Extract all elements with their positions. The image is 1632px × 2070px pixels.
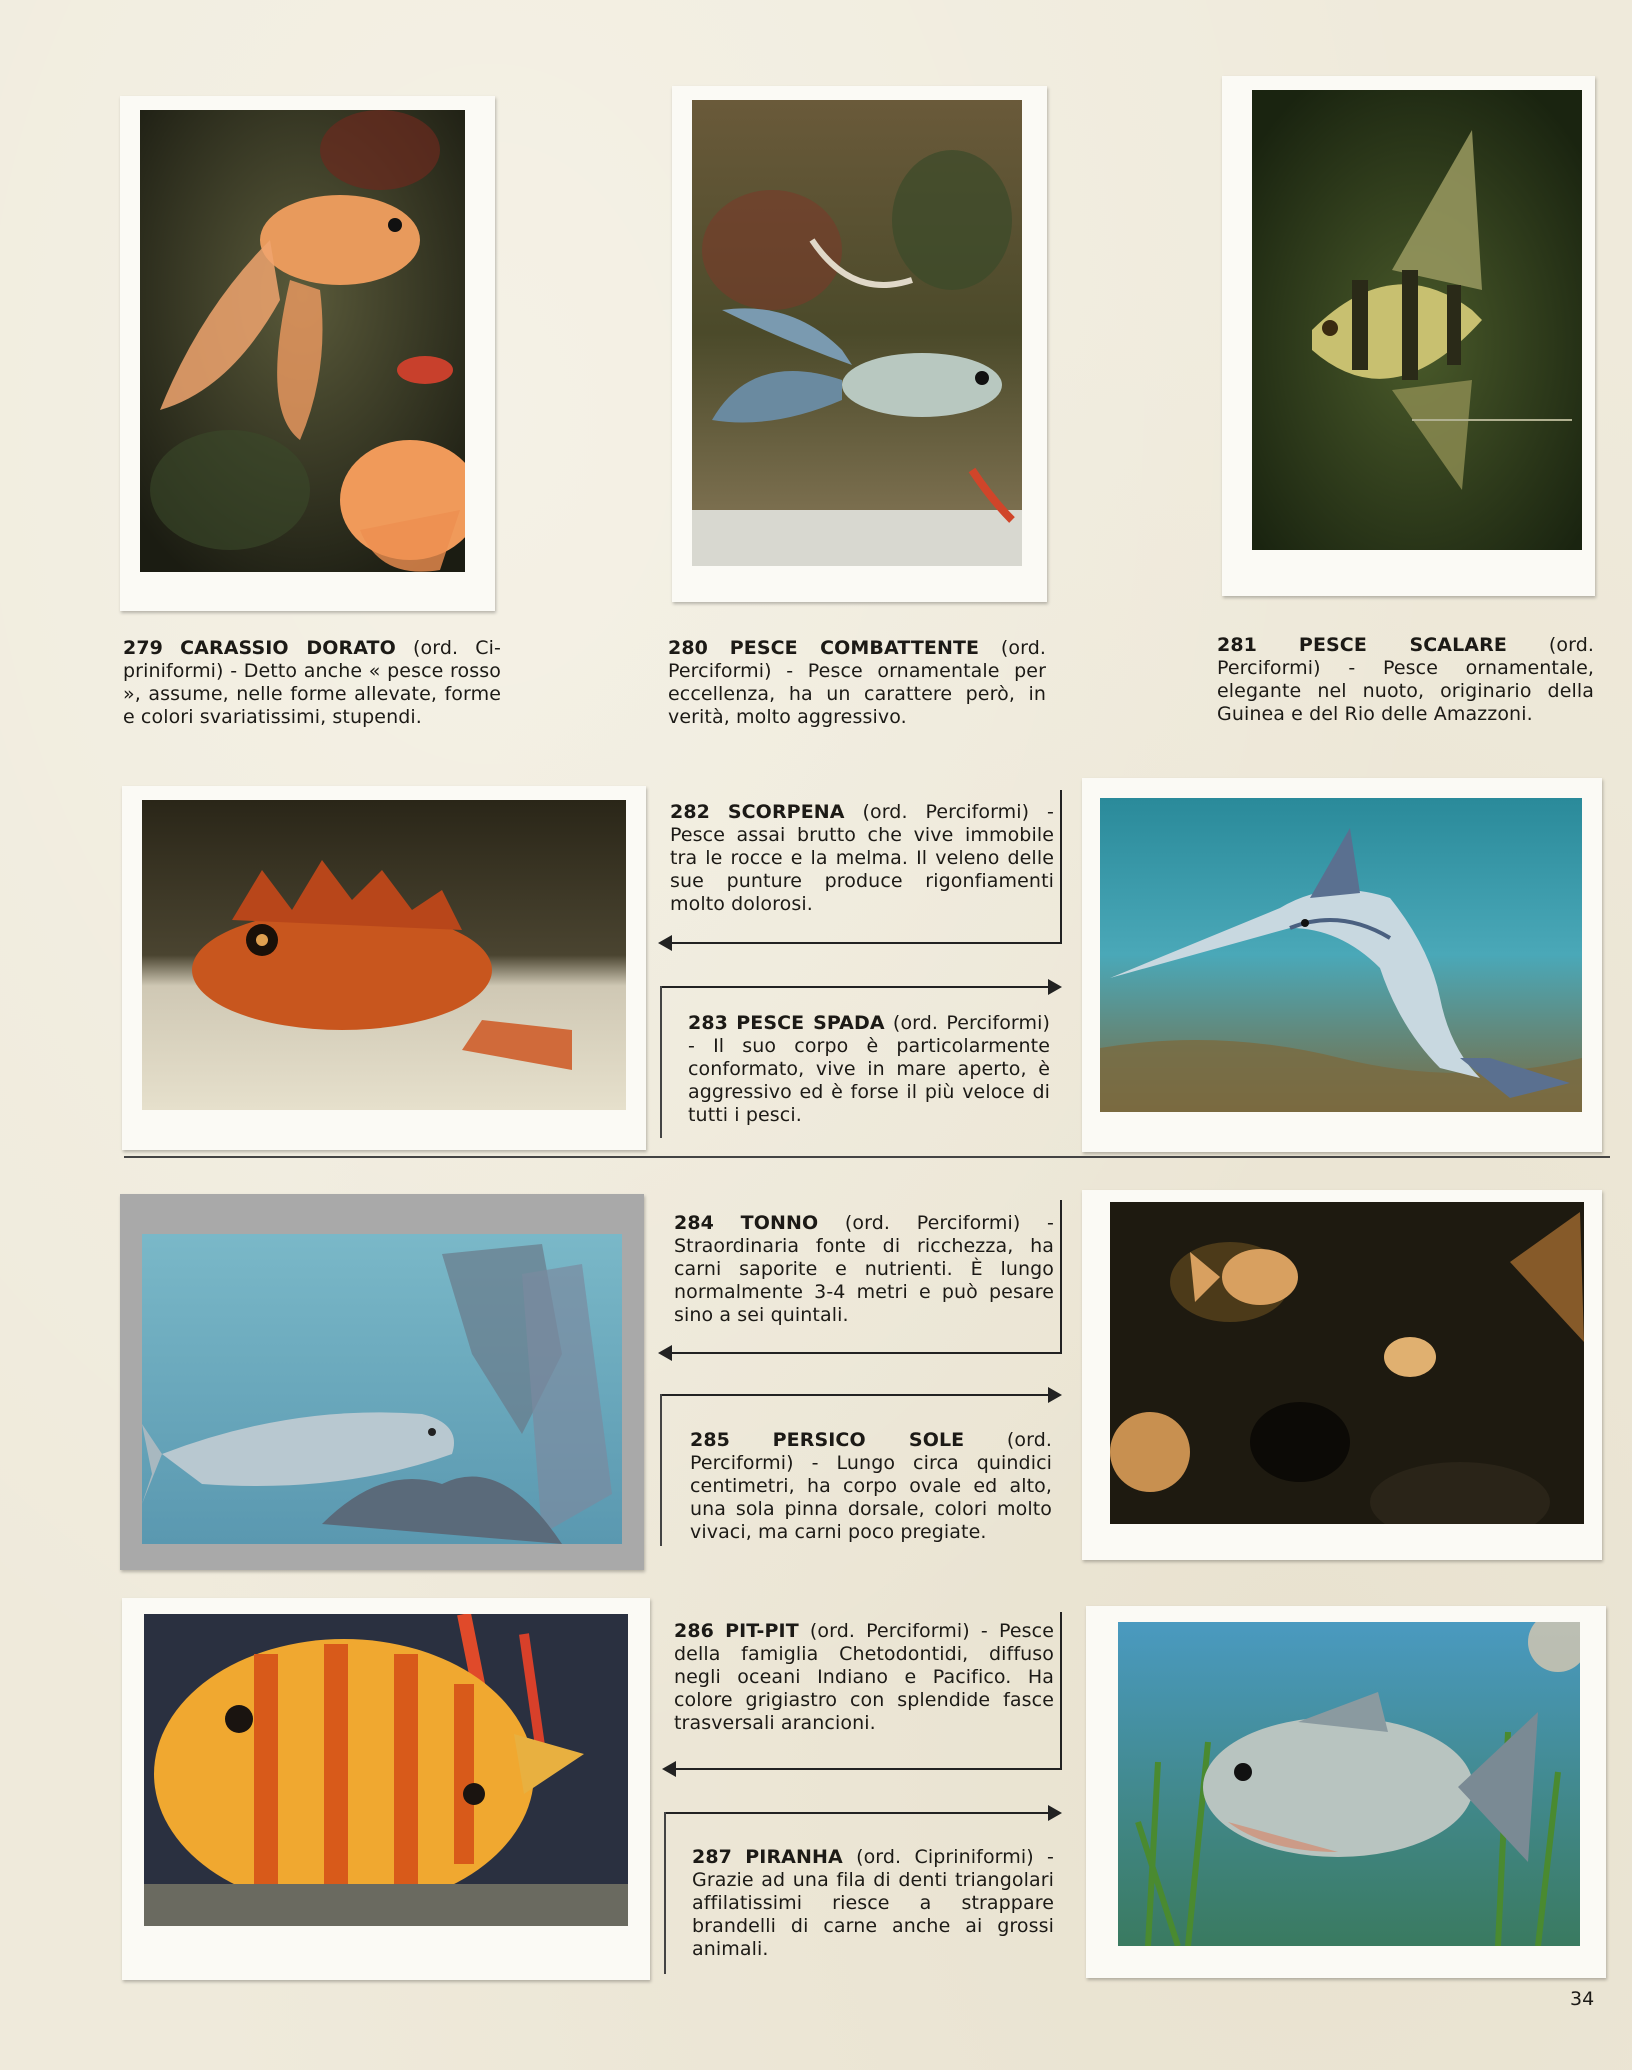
sticker-287-piranha	[1086, 1606, 1606, 1978]
arrow-right-283	[660, 986, 1060, 988]
arrow-left-282	[660, 942, 1060, 944]
caption-286: 286 PIT-PIT (ord. Perciformi) - Pesce della famiglia Chetodontidi, diffuso negli oceani Indiano e Pacifico. Ha colore grigiastro con splendide fasce trasversali arancioni.	[674, 1620, 1054, 1734]
sticker-283-pesce-spada	[1082, 778, 1602, 1152]
sticker-284-tonno	[120, 1194, 644, 1570]
frame-283-left	[660, 986, 662, 1138]
photo-scorpionfish	[142, 800, 626, 1110]
sticker-285-persico-sole	[1082, 1190, 1602, 1560]
caption-283: 283 PESCE SPADA (ord. Perciformi) - Il suo corpo è particolarmente conformato, vive in mare aperto, è aggressivo ed è forse il più veloce di tutti i pesci.	[688, 1012, 1050, 1126]
photo-tuna	[142, 1234, 622, 1544]
photo-piranha	[1118, 1622, 1580, 1946]
caption-284: 284 TONNO (ord. Perciformi) - Straordinaria fonte di ricchezza, ha carni saporite e nutrienti. È lungo normalmente 3-4 metri e può pesare sino a sei quintali.	[674, 1212, 1055, 1326]
photo-butterflyfish	[144, 1614, 628, 1926]
frame-287-left	[664, 1812, 666, 1974]
sticker-280-pesce-combattente	[672, 86, 1047, 602]
arrow-left-284	[660, 1352, 1060, 1354]
caption-281: 281 PESCE SCALARE (ord. Perciformi) - Pesce ornamentale, elegante nel nuoto, originario della Guinea e del Rio delle Amazzoni.	[1217, 634, 1594, 725]
photo-angelfish	[1252, 90, 1582, 550]
caption-285: 285 PERSICO SOLE (ord. Perciformi) - Lungo circa quindici centimetri, ha corpo ovale ed alto, una sola pinna dorsale, colori molto vivaci, ma carni poco pregiate.	[690, 1429, 1052, 1543]
caption-279: 279 CARASSIO DORATO (ord. Ci-priniformi) - Detto anche « pesce rosso », assume, nelle forme allevate, forme e colori svariatissimi, stupendi.	[123, 637, 501, 728]
page-number: 34	[1570, 1988, 1595, 2010]
photo-sunfish	[1110, 1202, 1584, 1524]
arrow-right-287	[664, 1812, 1060, 1814]
caption-280: 280 PESCE COMBATTENTE (ord. Perciformi) - Pesce ornamentale per eccellenza, ha un carattere però, in verità, molto aggressivo.	[668, 637, 1046, 728]
photo-goldfish	[140, 110, 465, 572]
sticker-279-carassio-dorato	[120, 96, 495, 611]
frame-285-left	[660, 1394, 662, 1546]
caption-282: 282 SCORPENA (ord. Perciformi) - Pesce assai brutto che vive immobile tra le rocce e la melma. Il veleno delle sue punture produce rigonfiamenti molto dolorosi.	[670, 801, 1055, 915]
arrow-right-285	[660, 1394, 1060, 1396]
row-separator	[124, 1156, 1610, 1158]
photo-betta	[692, 100, 1022, 566]
sticker-282-scorpena	[122, 786, 646, 1150]
sticker-286-pit-pit	[122, 1598, 650, 1980]
arrow-left-286	[664, 1768, 1060, 1770]
sticker-281-pesce-scalare	[1222, 76, 1595, 596]
photo-swordfish	[1100, 798, 1582, 1112]
caption-287: 287 PIRANHA (ord. Cipriniformi) - Grazie ad una fila di denti triangolari affilatissimi riesce a strappare brandelli di carne anche ai grossi animali.	[692, 1846, 1054, 1960]
